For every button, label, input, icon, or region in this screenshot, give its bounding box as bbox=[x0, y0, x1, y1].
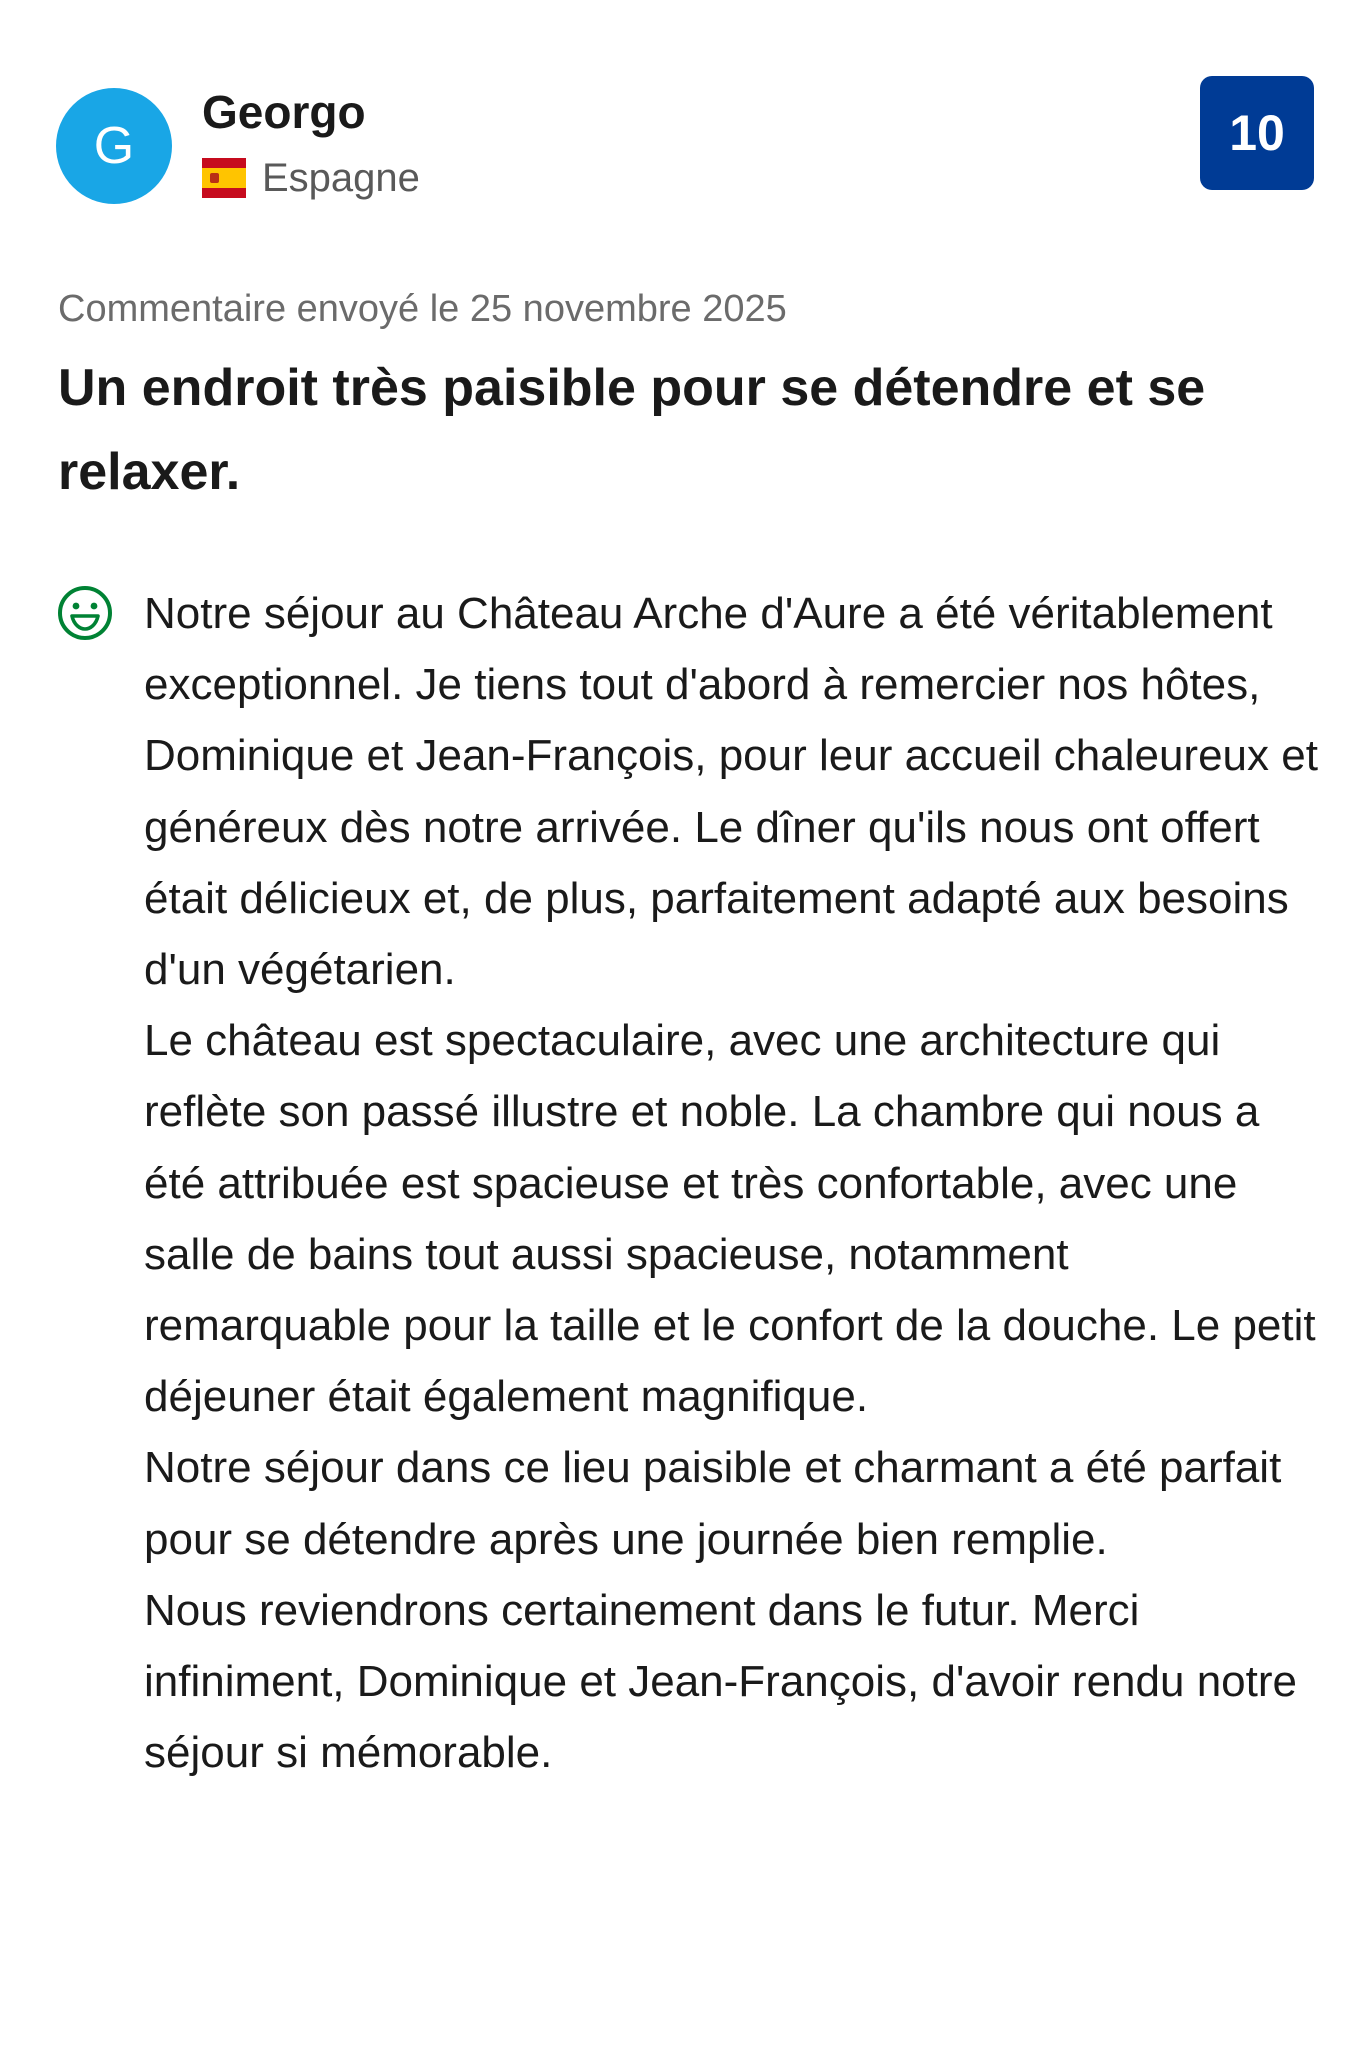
score-badge: 10 bbox=[1200, 76, 1314, 190]
smile-icon bbox=[56, 584, 114, 642]
reviewer-country bbox=[202, 156, 420, 200]
flag-stripe-middle bbox=[202, 168, 246, 188]
reviewer-header bbox=[56, 86, 420, 204]
reviewer-name[interactable]: Georgo bbox=[202, 86, 366, 138]
country-name: Espagne bbox=[262, 156, 420, 200]
review-text: Notre séjour au Château Arche d'Aure a été véritablement exceptionnel. Je tiens tout d'abord à remercier nos hôtes, Dominique et Jean-François, pour leur accueil chaleureux et généreux dès notre arrivée. Le dîner qu'ils nous ont offert était délicieux et, de plus, parfaitement adapté aux besoins d'un végétarien. Le château est spectaculaire, avec une architecture qui reflète son passé illustre et noble. La chambre qui nous a été attribuée est spacieuse et très confortable, avec une salle de bains tout aussi spacieuse, notamment remarquable pour la taille et le confort de la douche. Le petit déjeuner était également magnifique. Notre séjour dans ce lieu paisible et charmant a été parfait pour se détendre après une journée bien remplie. Nous reviendrons certainement dans le futur. Merci infiniment, Dominique et Jean-François, d'avoir rendu notre séjour si mémorable. bbox=[144, 589, 1318, 1778]
review-body bbox=[56, 578, 1326, 1788]
spain-flag-icon bbox=[202, 158, 246, 198]
review-title: Un endroit très paisible pour se détendre et se relaxer. bbox=[58, 359, 1206, 501]
review-date: Commentaire envoyé le 25 novembre 2025 bbox=[58, 288, 787, 330]
flag-stripe-bottom bbox=[202, 188, 246, 198]
reviewer-info bbox=[202, 86, 420, 200]
flag-emblem bbox=[210, 173, 219, 183]
avatar[interactable]: G bbox=[56, 88, 172, 204]
flag-stripe-top bbox=[202, 158, 246, 168]
